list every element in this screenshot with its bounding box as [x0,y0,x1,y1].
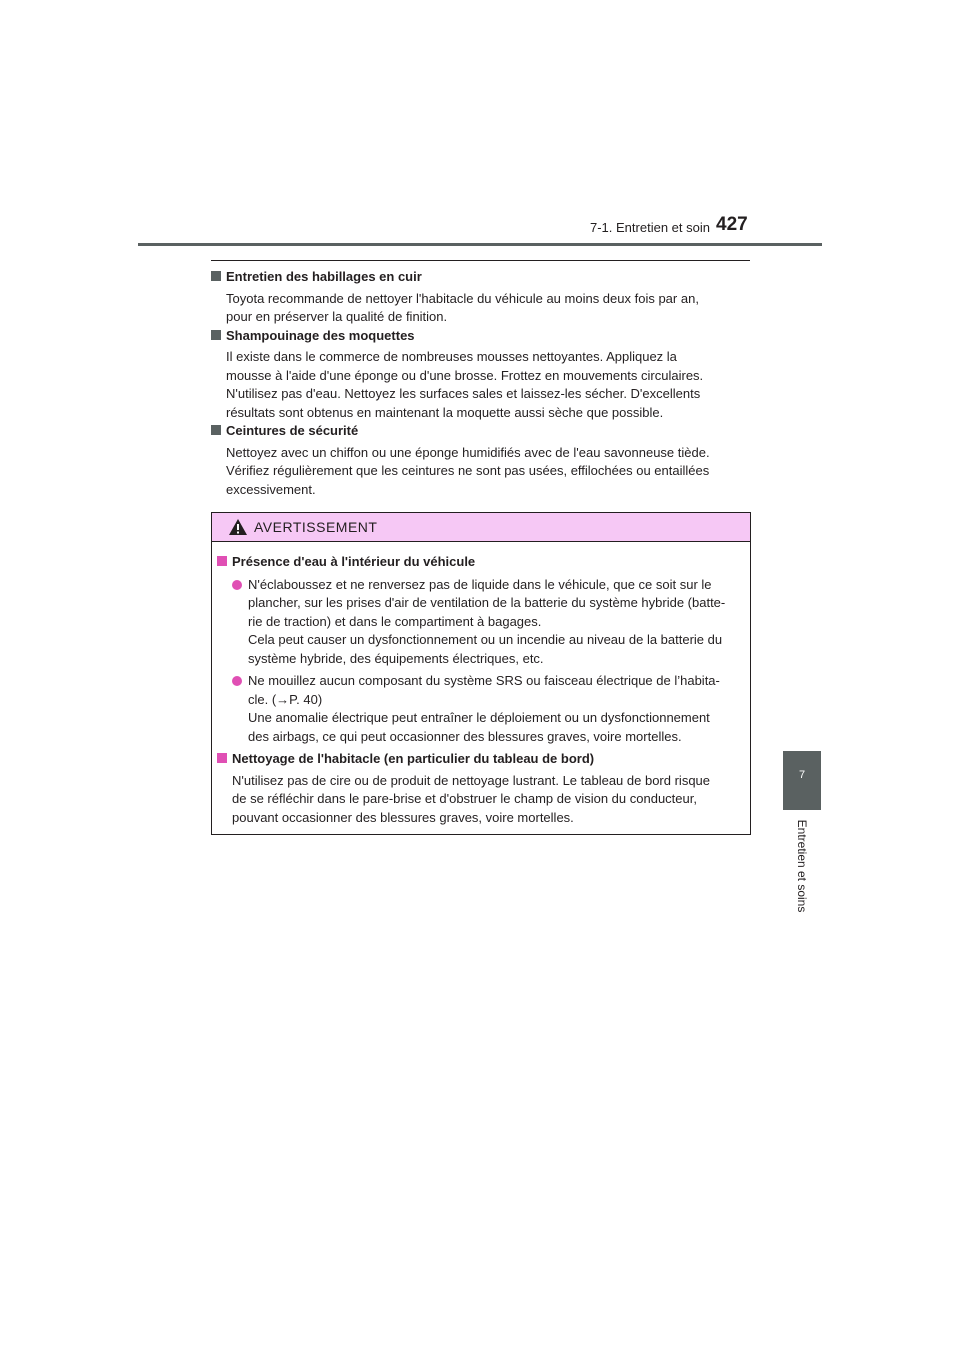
square-bullet-icon [211,271,221,281]
section-seat-belts [211,422,747,499]
header-divider [138,243,822,246]
chapter-label: Entretien et soins [795,819,809,913]
text-line: N'utilisez pas de cire ou de produit de nettoyage lustrant. Le tableau de bord risque [232,772,711,788]
text-line: Vérifiez régulièrement que les ceintures ne sont pas usées, effilochées ou entaillées [226,463,710,478]
text-line: Ne mouillez aucun composant du système SRS ou faisceau électrique de l’habita- [248,673,720,688]
page-reference[interactable]: cle. (→P. 40) [248,691,323,707]
square-bullet-icon [217,556,227,566]
square-bullet-icon [217,753,227,763]
text-line: de se réfléchir dans le pare-brise et d'obstruer le champ de vision du conducteur, [232,791,697,806]
warning-box [211,512,751,835]
warning-bullet [232,672,744,746]
text-line: excessivement. [226,481,316,497]
chapter-tab [783,751,821,810]
section-title: Ceintures de sécurité [226,423,359,438]
warning-section-title: Nettoyage de l'habitacle (en particulier du tableau de bord) [232,751,595,766]
text-line: Il existe dans le commerce de nombreuses mousses nettoyantes. Appliquez la [226,349,677,364]
warning-bullet [232,576,744,669]
section-body [226,290,747,327]
chapter-number: 7 [798,769,806,781]
text-line: pour en préserver la qualité de finition. [226,309,448,324]
section-body [226,444,747,500]
section-carpet-shampoo [211,327,747,423]
text-line: pouvant occasionner des blessures graves, voire mortelles. [232,809,574,825]
text-line: système hybride, des équipements électriques, etc. [248,650,544,666]
text-line: des airbags, ce qui peut occasionner des blessures graves, voire mortelles. [248,728,682,744]
warning-triangle-icon [228,518,248,536]
square-bullet-icon [211,330,221,340]
page-number: 427 [716,214,748,235]
content-divider [211,260,750,261]
square-bullet-icon [211,425,221,435]
text-line: N'utilisez pas d'eau. Nettoyez les surfaces sales et laissez-les sécher. D'excellents [226,386,701,401]
text-line: mousse à l'aide d'une éponge ou d'une brosse. Frottez en mouvements circulaires. [226,367,704,383]
round-bullet-icon [232,676,242,686]
warning-body [212,542,750,827]
section-title: Entretien des habillages en cuir [226,269,422,284]
section-leather-care [211,268,747,327]
warning-section-title: Présence d'eau à l'intérieur du véhicule [232,554,476,569]
text-line: Toyota recommande de nettoyer l'habitacle du véhicule au moins deux fois par an, [226,290,699,306]
text-line: rie de traction) et dans le compartiment à bagages. [248,613,542,629]
header-section-title: 7-1. Entretien et soin [590,220,710,235]
text-line: N'éclaboussez et ne renversez pas de liquide dans le véhicule, que ce soit sur le [248,576,712,592]
body-content [211,268,747,499]
warning-header [212,513,750,542]
text-line: résultats sont obtenus en maintenant la moquette aussi sèche que possible. [226,404,664,420]
text-line: Cela peut causer un dysfonctionnement ou un incendie au niveau de la batterie du [248,632,723,647]
warning-title: AVERTISSEMENT [254,519,378,535]
round-bullet-icon [232,580,242,590]
text-line: plancher, sur les prises d'air de ventilation de la batterie du système hybride (batte- [248,595,726,610]
warning-section-body [232,772,744,828]
text-line: Une anomalie électrique peut entraîner le déploiement ou un dysfonctionnement [248,710,710,725]
section-body [226,348,747,422]
text-line: Nettoyez avec un chiffon ou une éponge humidifiés avec de l'eau savonneuse tiède. [226,444,710,460]
section-title: Shampouinage des moquettes [226,327,415,343]
